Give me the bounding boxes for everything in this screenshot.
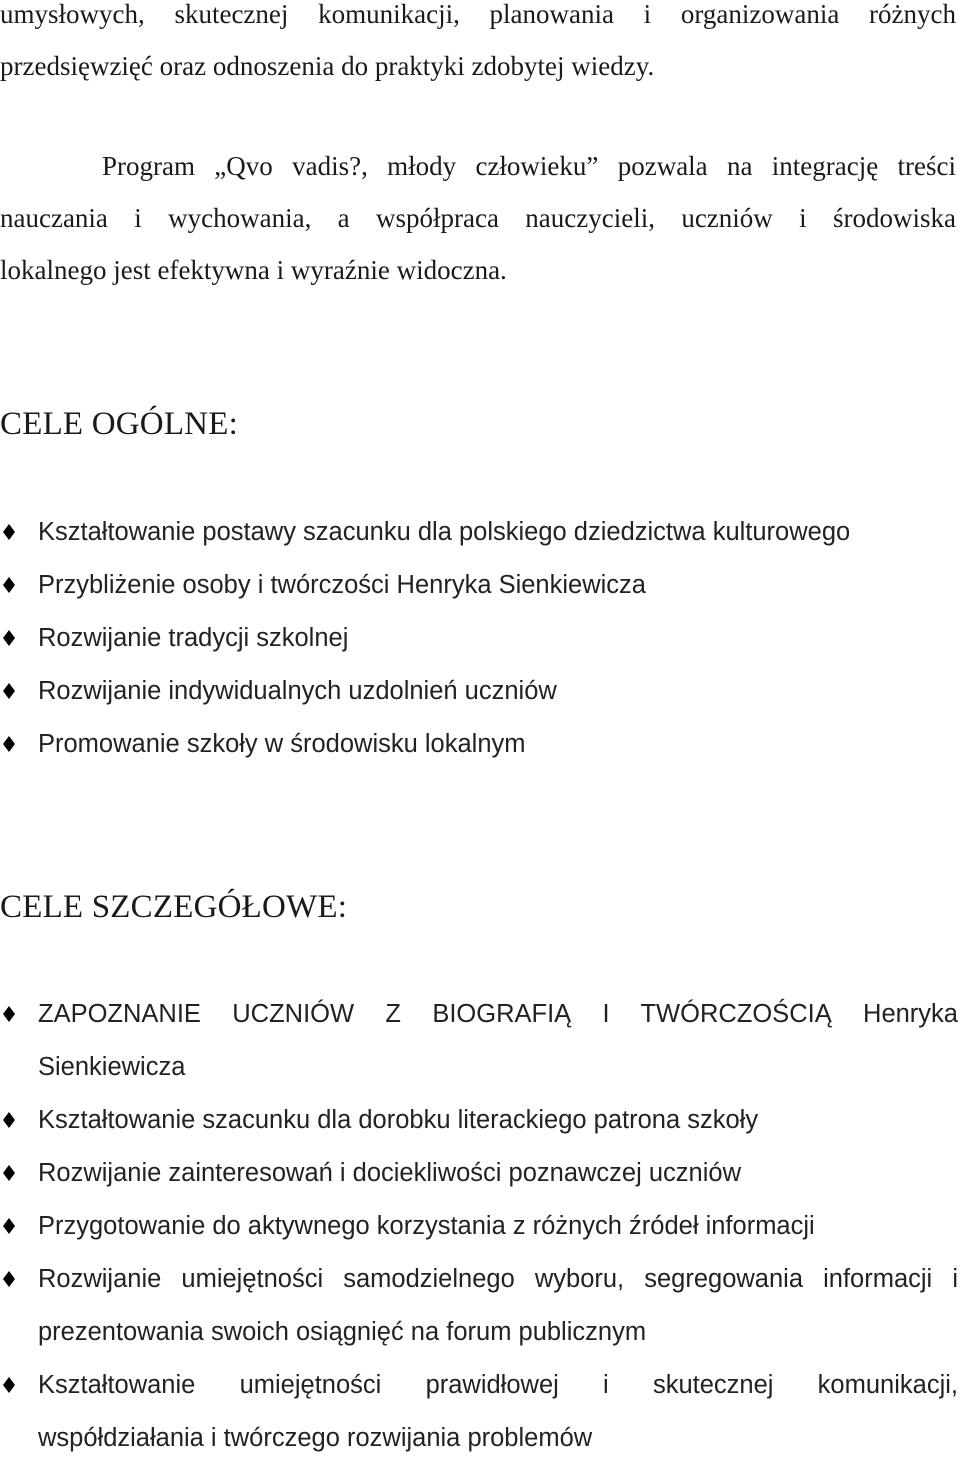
diamond-bullet-icon [3,577,15,593]
intro-paragraph [0,140,956,296]
diamond-bullet-icon [3,1218,15,1234]
list-item-text: Kształtowanie szacunku dla dorobku literackiego patrona szkoły [38,1106,759,1134]
list-item-text-continuation: prezentowania swoich osiągnięć na forum publicznym [38,1318,647,1346]
list-item [0,988,958,1094]
list-item-text: Rozwijanie tradycji szkolnej [38,624,349,652]
list-item [0,559,958,612]
list-item-text: Kształtowanie postawy szacunku dla polskiego dziedzictwa kulturowego [38,518,851,546]
diamond-bullet-icon [3,630,15,646]
list-item-text: Przygotowanie do aktywnego korzystania z różnych źródeł informacji [38,1212,815,1240]
text-line: umysłowych, skutecznej komunikacji, planowania i organizowania różnych [0,0,956,29]
list-item-text-continuation: Sienkiewicza [38,1053,186,1081]
list-item [0,1359,958,1465]
list-item-text: Rozwijanie umiejętności samodzielnego wyboru, segregowania informacji i [38,1265,958,1293]
diamond-bullet-icon [3,1377,15,1393]
list-item-text: Kształtowanie umiejętności prawidłowej i skutecznej komunikacji, [38,1371,958,1399]
text-line: lokalnego jest efektywna i wyraźnie widoczna. [0,255,507,285]
text-line: Program „Qvo vadis?, młody człowieku” pozwala na integrację treści [102,151,956,181]
list-item [0,506,958,559]
text-line: przedsięwzięć oraz odnoszenia do praktyki zdobytej wiedzy. [0,51,655,81]
list-item [0,1253,958,1359]
diamond-bullet-icon [3,683,15,699]
list-item-text: ZAPOZNANIE UCZNIÓW Z BIOGRAFIĄ I TWÓRCZOŚCIĄ Henryka [38,1000,958,1028]
list-item [0,1094,958,1147]
list-item-text: Rozwijanie indywidualnych uzdolnień uczniów [38,677,557,705]
detailed-goals-heading: CELE SZCZEGÓŁOWE: [0,889,348,925]
list-item-text: Przybliżenie osoby i twórczości Henryka Sienkiewicza [38,571,646,599]
diamond-bullet-icon [3,524,15,540]
general-goals-heading: CELE OGÓLNE: [0,406,238,442]
diamond-bullet-icon [3,1112,15,1128]
list-item [0,1200,958,1253]
list-item-text-continuation: współdziałania i twórczego rozwijania problemów [38,1424,593,1452]
list-item [0,718,958,771]
list-item-text: Rozwijanie zainteresowań i dociekliwości poznawczej uczniów [38,1159,741,1187]
list-item [0,612,958,665]
diamond-bullet-icon [3,1271,15,1287]
text-line: nauczania i wychowania, a współpraca nauczycieli, uczniów i środowiska [0,203,956,233]
detailed-goals-list [0,988,958,1465]
general-goals-list [0,506,958,771]
list-item [0,665,958,718]
list-item [0,1147,958,1200]
diamond-bullet-icon [3,1006,15,1022]
list-item-text: Promowanie szkoły w środowisku lokalnym [38,730,526,758]
diamond-bullet-icon [3,1165,15,1181]
diamond-bullet-icon [3,736,15,752]
intro-paragraph-continuation [0,0,956,92]
